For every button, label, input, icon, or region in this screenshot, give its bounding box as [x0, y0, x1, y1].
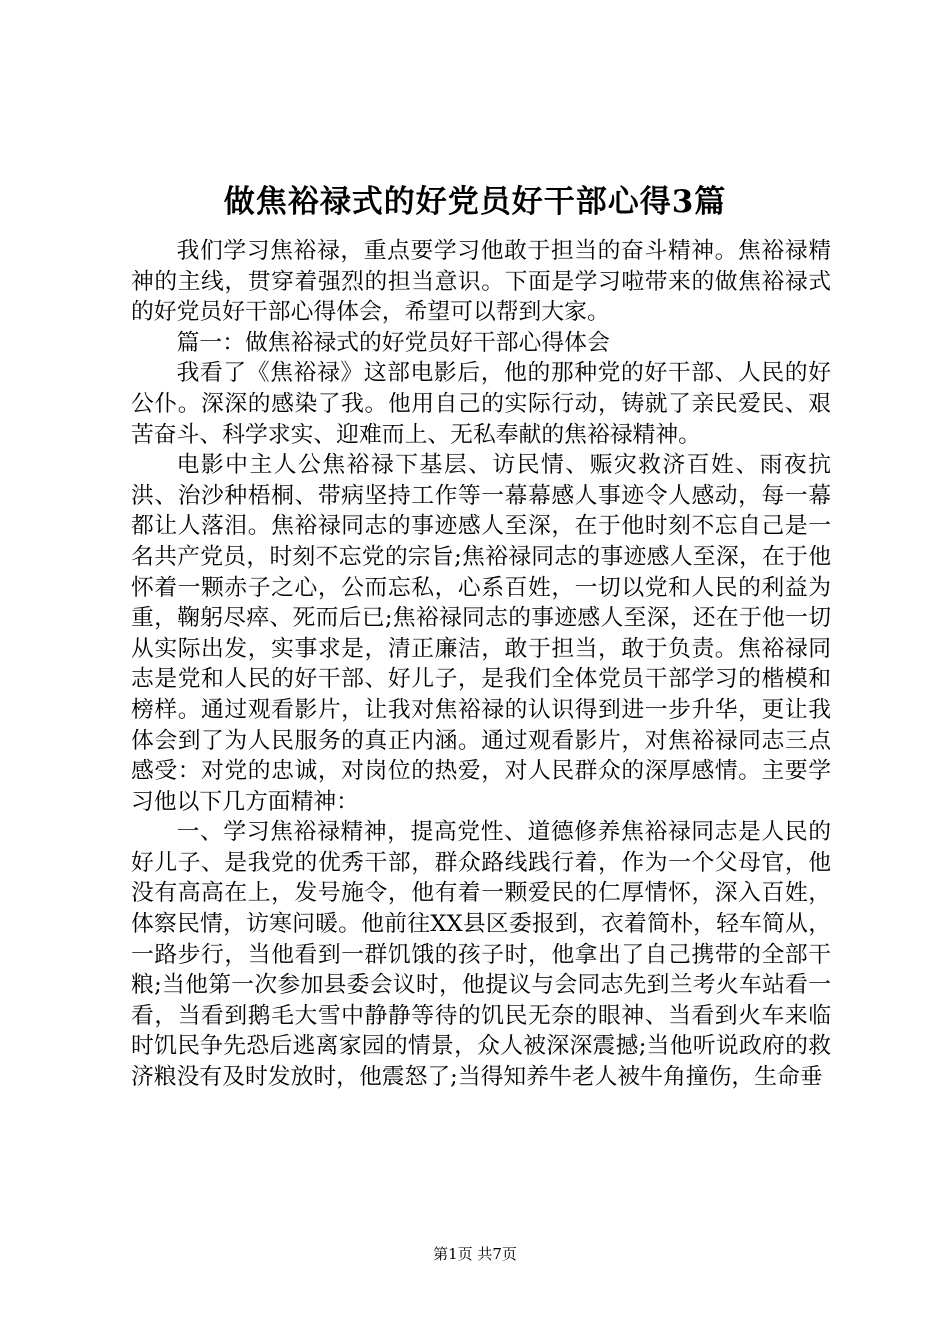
- paragraph-intro: 我们学习焦裕禄，重点要学习他敢于担当的奋斗精神。焦裕禄精神的主线，贯穿着强烈的担当意识。下面是学习啦带来的做焦裕禄式的好党员好干部心得体会，希望可以帮到大家。: [131, 238, 831, 326]
- paragraph: 电影中主人公焦裕禄下基层、访民情、赈灾救济百姓、雨夜抗洪、治沙种梧桐、带病坚持工作等一幕幕感人事迹令人感动，每一幕都让人落泪。焦裕禄同志的事迹感人至深，在于他时刻不忘自己是一名共产党员，时刻不忘党的宗旨;焦裕禄同志的事迹感人至深，在于他怀着一颗赤子之心，公而忘私，心系百姓，一切以党和人民的利益为重，鞠躬尽瘁、死而后已;焦裕禄同志的事迹感人至深，还在于他一切从实际出发，实事求是，清正廉洁，敢于担当，敢于负责。焦裕禄同志是党和人民的好干部、好儿子，是我们全体党员干部学习的楷模和榜样。通过观看影片，让我对焦裕禄的认识得到进一步升华，更让我体会到了为人民服务的真正内涵。通过观看影片，对焦裕禄同志三点感受：对党的忠诚，对岗位的热爱，对人民群众的深厚感情。主要学习他以下几方面精神：: [131, 452, 831, 815]
- document-body: [131, 236, 831, 1093]
- paragraph: 一、学习焦裕禄精神，提高党性、道德修养焦裕禄同志是人民的好儿子、是我党的优秀干部，群众路线践行着，作为一个父母官，他没有高高在上，发号施令，他有着一颗爱民的仁厚情怀，深入百姓，体察民情，访寒问暖。他前往XX县区委报到，衣着简朴，轻车简从，一路步行，当他看到一群饥饿的孩子时，他拿出了自己携带的全部干粮;当他第一次参加县委会议时，他提议与会同志先到兰考火车站看一看，当看到鹅毛大雪中静静等待的饥民无奈的眼神、当看到火车来临时饥民争先恐后逃离家园的情景，众人被深深震撼;当他听说政府的救济粮没有及时发放时，他震怒了;当得知养牛老人被牛角撞伤，生命垂: [131, 819, 831, 1091]
- paragraph: 我看了《焦裕禄》这部电影后，他的那种党的好干部、人民的好公仆。深深的感染了我。他用自己的实际行动，铸就了亲民爱民、艰苦奋斗、科学求实、迎难而上、无私奉献的焦裕禄精神。: [131, 360, 831, 448]
- paragraph-section-heading: 篇一：做焦裕禄式的好党员好干部心得体会: [176, 329, 610, 356]
- document-title: 做焦裕禄式的好党员好干部心得3篇: [223, 184, 727, 220]
- page-number: 第1页 共7页: [433, 1245, 517, 1263]
